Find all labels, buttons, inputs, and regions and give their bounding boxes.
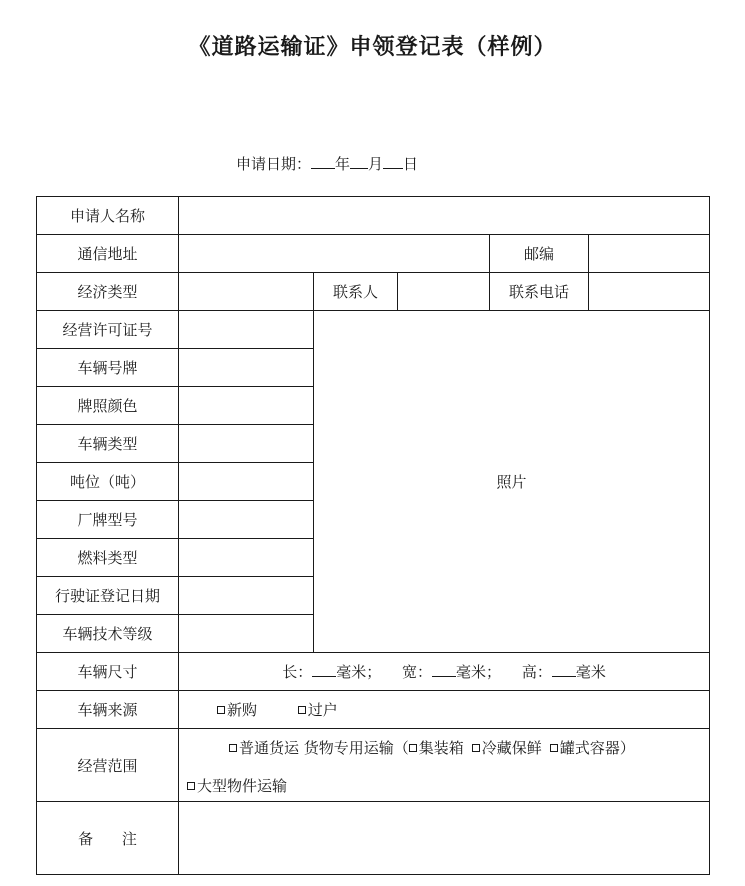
tech-grade-label: 车辆技术等级 bbox=[37, 615, 179, 653]
year-blank[interactable] bbox=[311, 154, 335, 169]
size-width bbox=[402, 663, 501, 681]
contact-person-field[interactable] bbox=[398, 273, 490, 311]
option-label: 冷藏保鲜 bbox=[481, 739, 542, 757]
business-scope-field bbox=[179, 729, 710, 802]
vehicle-source-label: 车辆来源 bbox=[37, 691, 179, 729]
scope-option-container[interactable] bbox=[409, 737, 464, 758]
applicant-name-field[interactable] bbox=[179, 197, 710, 235]
postcode-field[interactable] bbox=[589, 235, 710, 273]
address-label: 通信地址 bbox=[37, 235, 179, 273]
table-row bbox=[37, 311, 710, 349]
table-row bbox=[37, 802, 710, 875]
vehicle-size-label: 车辆尺寸 bbox=[37, 653, 179, 691]
option-label: 集装箱 bbox=[418, 739, 464, 757]
registration-date-label: 行驶证登记日期 bbox=[37, 577, 179, 615]
checkbox-icon[interactable] bbox=[550, 744, 558, 752]
plate-number-label: 车辆号牌 bbox=[37, 349, 179, 387]
checkbox-icon[interactable] bbox=[187, 782, 195, 790]
month-label: 月 bbox=[368, 155, 384, 173]
table-row bbox=[37, 691, 710, 729]
tonnage-label: 吨位（吨） bbox=[37, 463, 179, 501]
vehicle-type-field[interactable] bbox=[179, 425, 314, 463]
source-option-transfer[interactable] bbox=[298, 699, 338, 720]
plate-number-field[interactable] bbox=[179, 349, 314, 387]
option-label: 罐式容器 bbox=[559, 739, 620, 757]
checkbox-icon[interactable] bbox=[409, 744, 417, 752]
option-label: 新购 bbox=[227, 701, 258, 719]
contact-phone-field[interactable] bbox=[589, 273, 710, 311]
business-scope-label: 经营范围 bbox=[37, 729, 179, 802]
height-blank[interactable] bbox=[552, 662, 576, 677]
economy-type-field[interactable] bbox=[179, 273, 314, 311]
postcode-label: 邮编 bbox=[490, 235, 589, 273]
vehicle-type-label: 车辆类型 bbox=[37, 425, 179, 463]
tonnage-field[interactable] bbox=[179, 463, 314, 501]
checkbox-icon[interactable] bbox=[217, 706, 225, 714]
separator: ； bbox=[366, 663, 382, 681]
business-license-label: 经营许可证号 bbox=[37, 311, 179, 349]
checkbox-icon[interactable] bbox=[298, 706, 306, 714]
contact-phone-label: 联系电话 bbox=[490, 273, 589, 311]
day-blank[interactable] bbox=[383, 154, 403, 169]
remarks-field[interactable] bbox=[179, 802, 710, 875]
source-option-new[interactable] bbox=[217, 699, 257, 720]
photo-area[interactable]: 照片 bbox=[314, 311, 710, 653]
option-label: 过户 bbox=[307, 701, 338, 719]
registration-date-field[interactable] bbox=[179, 577, 314, 615]
scope-general-freight: 普通货运 货物专用运输（ bbox=[239, 739, 409, 757]
height-label: 高： bbox=[521, 663, 552, 681]
checkbox-icon[interactable] bbox=[229, 744, 237, 752]
date-prefix: 申请日期： bbox=[236, 155, 312, 173]
tech-grade-field[interactable] bbox=[179, 615, 314, 653]
application-date bbox=[236, 153, 418, 174]
page-title: 《道路运输证》申领登记表（样例） bbox=[188, 34, 557, 60]
plate-color-label: 牌照颜色 bbox=[37, 387, 179, 425]
business-license-field[interactable] bbox=[179, 311, 314, 349]
fuel-type-label: 燃料类型 bbox=[37, 539, 179, 577]
table-row bbox=[37, 197, 710, 235]
contact-person-label: 联系人 bbox=[314, 273, 398, 311]
width-blank[interactable] bbox=[432, 662, 456, 677]
address-field[interactable] bbox=[179, 235, 490, 273]
brand-model-field[interactable] bbox=[179, 501, 314, 539]
close-paren: ） bbox=[619, 739, 635, 757]
height-unit: 毫米 bbox=[575, 663, 606, 681]
remarks-label: 备 注 bbox=[37, 802, 179, 875]
width-label: 宽： bbox=[402, 663, 433, 681]
checkbox-icon[interactable] bbox=[472, 744, 480, 752]
economy-type-label: 经济类型 bbox=[37, 273, 179, 311]
plate-color-field[interactable] bbox=[179, 387, 314, 425]
length-unit: 毫米 bbox=[336, 663, 367, 681]
table-row bbox=[37, 729, 710, 802]
scope-line-1 bbox=[229, 737, 635, 758]
separator: ； bbox=[486, 663, 502, 681]
width-unit: 毫米 bbox=[456, 663, 487, 681]
scope-oversized-cargo: 大型物件运输 bbox=[197, 777, 288, 795]
table-row bbox=[37, 273, 710, 311]
year-label: 年 bbox=[335, 155, 351, 173]
length-label: 长： bbox=[282, 663, 313, 681]
table-row bbox=[37, 653, 710, 691]
applicant-name-label: 申请人名称 bbox=[37, 197, 179, 235]
scope-option-tank[interactable] bbox=[550, 737, 620, 758]
registration-form bbox=[36, 196, 710, 875]
month-blank[interactable] bbox=[350, 154, 368, 169]
scope-option-refrigerated[interactable] bbox=[472, 737, 542, 758]
table-row bbox=[37, 235, 710, 273]
vehicle-source-field bbox=[179, 691, 710, 729]
size-height bbox=[522, 663, 606, 681]
length-blank[interactable] bbox=[312, 662, 336, 677]
day-label: 日 bbox=[403, 155, 419, 173]
vehicle-size-field bbox=[179, 653, 710, 691]
size-length bbox=[282, 663, 381, 681]
scope-line-2 bbox=[187, 775, 287, 796]
fuel-type-field[interactable] bbox=[179, 539, 314, 577]
brand-model-label: 厂牌型号 bbox=[37, 501, 179, 539]
